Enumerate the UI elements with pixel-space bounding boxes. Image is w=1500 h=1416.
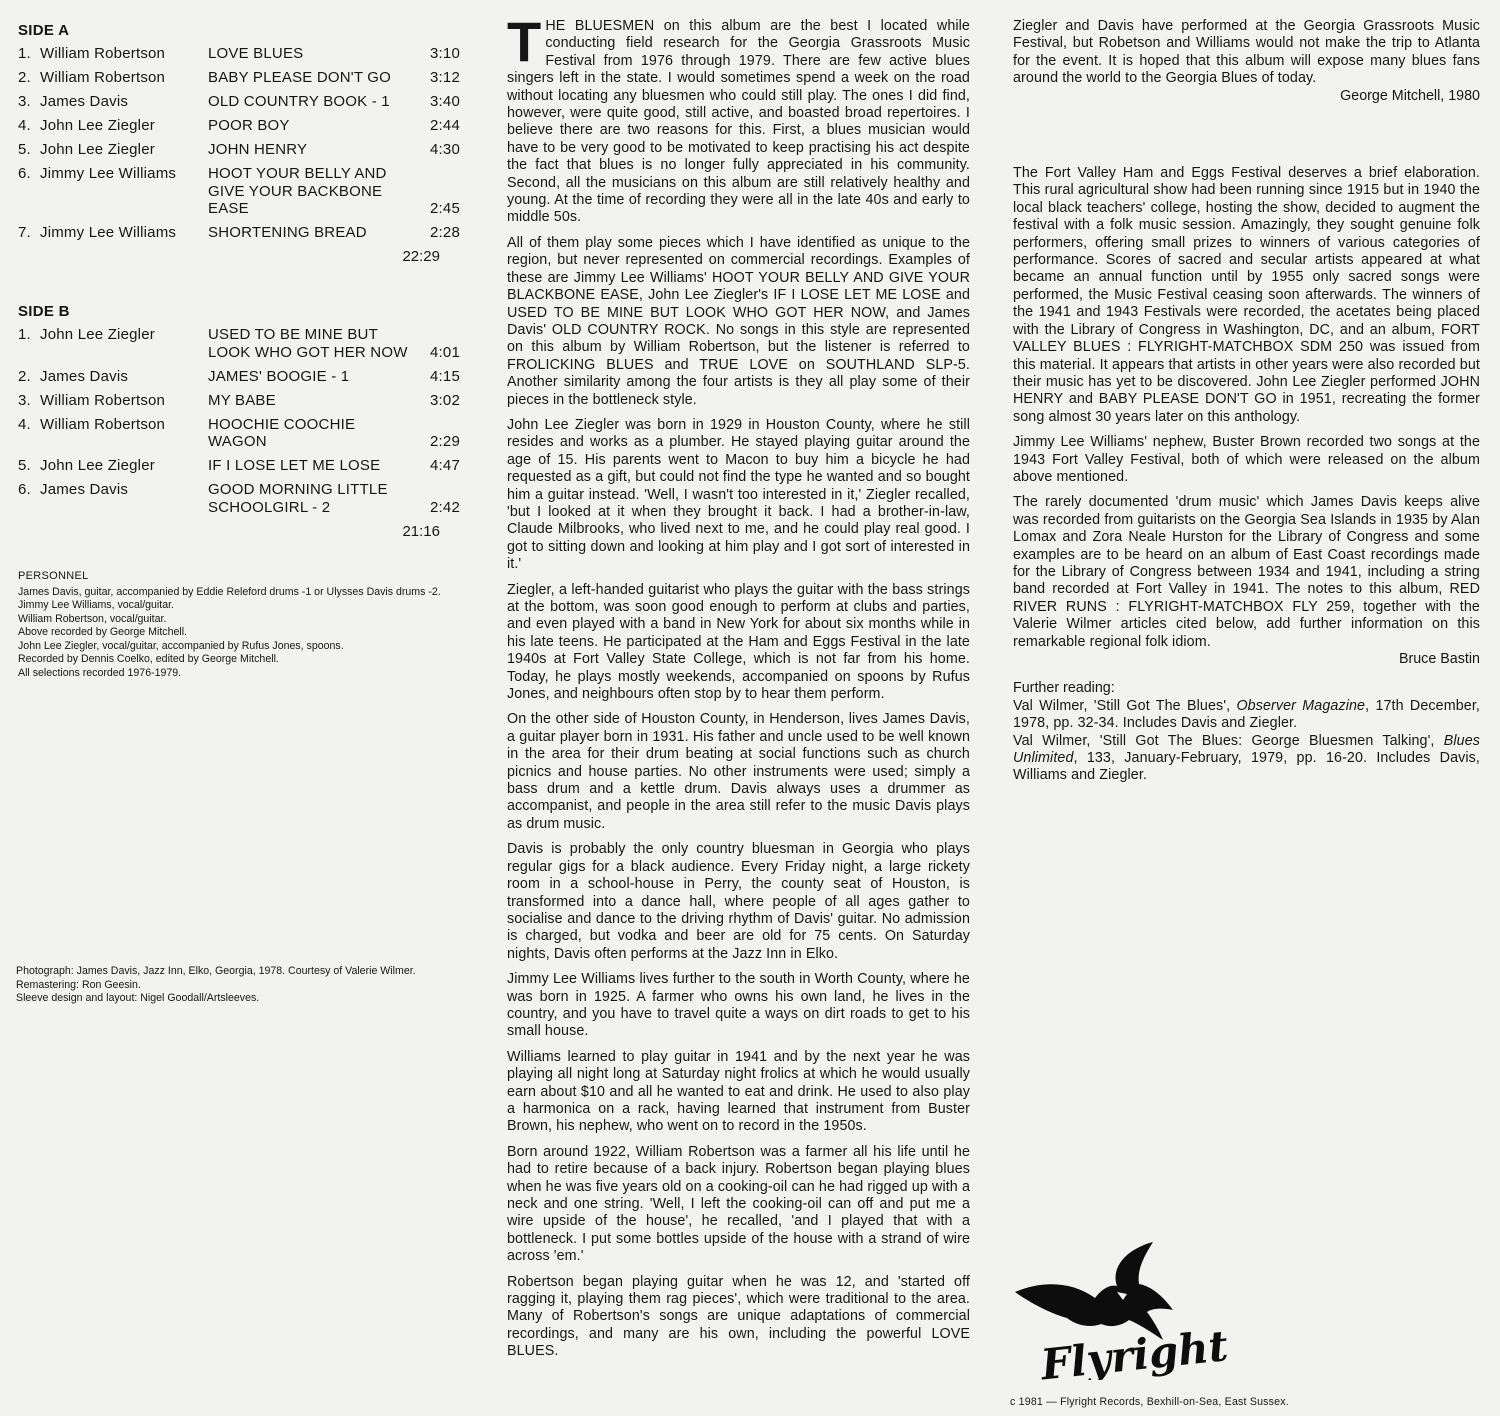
track-row	[18, 141, 480, 159]
reference-item	[1013, 698, 1480, 733]
personnel-line: John Lee Ziegler, vocal/guitar, accompanied by Rufus Jones, spoons.	[18, 639, 344, 652]
track-number: 4.	[18, 117, 31, 134]
track-time: 2:42	[430, 498, 460, 516]
track-row	[18, 165, 480, 218]
track-title: LOVE BLUES	[208, 45, 304, 62]
liner-paragraph: Born around 1922, William Robertson was a farmer all his life until he had to retire because of a back injury. Robertson began playing blues when he was five years old on a cooking-oil can he had rigged up with a neck and one string. 'Well, I left the cooking-oil can off and put me a wire upside of the house', he recalled, 'and I played that with a bottleneck. I put some bottles upside of the house with a strand of wire across 'em.'	[507, 1143, 970, 1265]
liner-paragraph	[507, 10, 970, 227]
track-title: GOOD MORNING LITTLE SCHOOLGIRL - 2	[208, 481, 388, 516]
track-title: JAMES' BOOGIE - 1	[208, 367, 350, 385]
track-artist: James Davis	[40, 481, 129, 498]
track-title: JOHN HENRY	[208, 141, 308, 158]
track-artist: William Robertson	[40, 45, 166, 62]
track-time: 2:45	[430, 200, 460, 217]
track-row	[18, 368, 480, 386]
track-number: 6.	[18, 165, 31, 182]
track-time: 2:29	[430, 433, 460, 450]
liner-paragraph: Ziegler, a left-handed guitarist who plays the guitar with the bass strings at the bottom, was soon good enough to perform at clubs and parties, and even played with a band in New York for about six months while in his late teens. He participated at the Ham and Eggs Festival in the late 1940s at Fort Valley State College, which is not far from his home. Today, he plays mostly weekends, accompanied on spoons by Rufus Jones, and neighbours often stop by to hear them perform.	[507, 581, 970, 703]
personnel-line: Recorded by Dennis Coelko, edited by George Mitchell.	[18, 653, 279, 666]
reference-publication: Blues Unlimited	[1013, 732, 1480, 767]
personnel-line: All selections recorded 1976-1979.	[18, 667, 182, 680]
liner-notes-column	[507, 10, 970, 1369]
track-title: SHORTENING BREAD	[208, 224, 367, 241]
track-time: 3:12	[430, 69, 460, 86]
further-reading-heading: Further reading:	[1013, 680, 1115, 697]
liner-paragraph: Robertson began playing guitar when he was 12, and 'started off ragging it, playing them rag pieces', which were traditional to the area. Many of Robertson's songs are unique adaptations of commercial recordings, and many are his own, including the powerful LOVE BLUES.	[507, 1273, 970, 1360]
track-artist: John Lee Ziegler	[40, 326, 155, 343]
right-paragraph: The rarely documented 'drum music' which James Davis keeps alive was recorded from guitarists on the Georgia Sea Islands in 1935 by Alan Lomax and Zora Neale Hurston for the Library of Congress and some examples are to be heard on an album of East Coast recordings made for the Library of Congress between 1934 and 1941, including a string band recorded at Fort Valley in 1941. The notes to this album, RED RIVER RUNS : FLYRIGHT-MATCHBOX FLY 259, together with the Valerie Wilmer articles cited below, add further information on this remarkable regional folk idiom.	[1013, 494, 1480, 650]
track-row	[18, 392, 480, 410]
track-row	[18, 93, 480, 111]
track-number: 1.	[18, 326, 31, 343]
liner-paragraph: On the other side of Houston County, in Henderson, lives James Davis, a guitar player born in 1931. His father and uncle used to be well known in the area for their drum beating at social functions such as church picnics and house parties. No other instruments were used; simply a bass drum and a kettle drum. Davis always uses a drummer as accompanist, and people in the area still refer to the music Davis plays as drum music.	[507, 711, 970, 832]
track-artist: John Lee Ziegler	[40, 457, 155, 474]
liner-text: HE BLUESMEN on this album are the best I located while conducting field research for the Georgia Grassroots Music Festival from 1976 through 1979. There are few active blues singers left in the state. I would sometimes spend a week on the road without locating any bluesmen who could still play. The ones I did find, however, were quite good, still active, and boasted broad repertoires. I believe there are two reasons for this. First, a blues musician would have to be very good to be motivated to keep practising his act despite the fact that blues is no longer fully appreciated in his community. Second, all the musicians on this album are still relatively healthy and young. At the time of recording they were all in the late 40s and early to middle 50s.	[507, 18, 970, 226]
track-artist: John Lee Ziegler	[40, 117, 155, 134]
side-b-heading: SIDE B	[18, 303, 70, 320]
personnel-line: William Robertson, vocal/guitar.	[18, 612, 167, 625]
track-time: 2:44	[430, 117, 460, 134]
bird-icon	[1013, 1240, 1233, 1380]
track-artist: Jimmy Lee Williams	[40, 224, 177, 241]
track-number: 3.	[18, 93, 31, 110]
track-time: 3:02	[430, 391, 460, 409]
track-number: 2.	[18, 367, 31, 385]
personnel-heading: PERSONNEL	[18, 569, 89, 582]
credit-line: Remastering: Ron Geesin.	[16, 978, 141, 991]
track-number: 7.	[18, 224, 31, 241]
signature-mitchell: George Mitchell, 1980	[1340, 87, 1480, 104]
track-artist: William Robertson	[40, 69, 166, 86]
track-time: 2:28	[430, 224, 460, 241]
right-paragraph: Jimmy Lee Williams' nephew, Buster Brown recorded two songs at the 1943 Fort Valley Festival, both of which were released on the album above mentioned.	[1013, 434, 1480, 485]
track-time: 3:40	[430, 93, 460, 110]
track-title: HOOT YOUR BELLY AND GIVE YOUR BACKBONE EASE	[208, 165, 387, 217]
personnel-line: Above recorded by George Mitchell.	[18, 626, 187, 639]
track-title: BABY PLEASE DON'T GO	[208, 69, 392, 86]
track-time: 4:01	[430, 343, 460, 361]
track-number: 5.	[18, 457, 31, 474]
track-number: 3.	[18, 391, 31, 409]
liner-paragraph: All of them play some pieces which I have identified as unique to the region, but never represented on commercial recordings. Examples of these are Jimmy Lee Williams' HOOT YOUR BELLY AND GIVE YOUR BLACKBONE EASE, John Lee Ziegler's IF I LOSE LET ME LOSE and USED TO BE MINE BUT LOOK WHO GOT HER NOW, and James Davis' OLD COUNTRY ROCK. No songs in this style are represented on this album by William Robertson, but the listener is referred to FROLICKING BLUES and TRUE LOVE on SOUTHLAND SLP-5. Another similarity among the four artists is they all play some of their pieces in the bottleneck style.	[507, 234, 970, 408]
liner-paragraph: Williams learned to play guitar in 1941 and by the next year he was playing all night long at Saturday night frolics at which he would usually earn about $10 and all he wanted to eat and drink. He used to also play a harmonica on a rack, having learned that instrument from Buster Brown, his nephew, who went on to record in the 1950s.	[507, 1048, 970, 1135]
track-number: 4.	[18, 415, 31, 433]
tracklist-column	[18, 18, 480, 681]
flyright-logo	[1013, 1240, 1233, 1380]
track-artist: William Robertson	[40, 391, 166, 409]
track-row	[18, 45, 480, 63]
track-title: USED TO BE MINE BUT LOOK WHO GOT HER NOW	[208, 326, 408, 361]
reference-item	[1013, 733, 1480, 785]
track-time: 4:15	[430, 367, 460, 385]
reference-text: Val Wilmer, 'Still Got The Blues',	[1013, 697, 1237, 714]
track-row	[18, 69, 480, 87]
personnel-line: James Davis, guitar, accompanied by Eddie Releford drums -1 or Ulysses Davis drums -2.	[18, 585, 441, 598]
liner-paragraph: John Lee Ziegler was born in 1929 in Houston County, where he still resides and works as a plumber. He stayed playing guitar around the age of 15. His parents went to Macon to buy him a bicycle he had requested as a gift, but could not find the type he wanted and so bought him a guitar instead. 'Well, I wasn't too interested in it,' Ziegler recalled, 'but I looked at it when they brought it back. I had a brother-in-law, Claude Milbrooks, who lived next to me, and he could play real good. I got to sitting down and looking at him play and I got sort of interested in it.'	[507, 416, 970, 573]
credit-line: Photograph: James Davis, Jazz Inn, Elko, Georgia, 1978. Courtesy of Valerie Wilmer.	[16, 965, 416, 977]
track-title: OLD COUNTRY BOOK - 1	[208, 93, 390, 110]
track-row	[18, 326, 480, 361]
production-credits	[16, 965, 486, 1006]
track-number: 2.	[18, 69, 31, 86]
track-number: 6.	[18, 481, 31, 498]
track-title: HOOCHIE COOCHIE WAGON	[208, 415, 356, 450]
liner-paragraph: Jimmy Lee Williams lives further to the south in Worth County, where he was born in 1925. A farmer who owns his own land, he lives in the country, and you have to travel quite a ways on dirt roads to get to his small house.	[507, 971, 970, 1040]
track-row	[18, 224, 480, 242]
liner-paragraph: Davis is probably the only country bluesman in Georgia who plays regular gigs for a black audience. Every Friday night, a large rickety room in a school-house in Perry, the county seat of Houston, is transformed into a dance hall, where people of all ages gather to socialise and dance to the driving rhythm of Davis' guitar. No admission is charged, but vodka and beer are old for 75 cents. On Saturday nights, Davis often performs at the Jazz Inn in Elko.	[507, 841, 970, 962]
right-paragraph: Ziegler and Davis have performed at the Georgia Grassroots Music Festival, but Robetson and Williams would not make the trip to Atlanta for the event. It is hoped that this album will expose many blues fans around the world to the Georgia Blues of today.	[1013, 18, 1480, 87]
track-title: POOR BOY	[208, 117, 290, 134]
track-artist: James Davis	[40, 93, 129, 110]
notes-right-column	[1013, 18, 1480, 785]
track-number: 5.	[18, 141, 31, 158]
track-row	[18, 457, 480, 475]
side-b-total-time: 21:16	[402, 522, 440, 540]
track-title: MY BABE	[208, 391, 276, 409]
reference-text: , 133, January-February, 1979, pp. 16-20. Includes Davis, Williams and Ziegler.	[1013, 750, 1480, 784]
personnel-line: Jimmy Lee Williams, vocal/guitar.	[18, 599, 175, 612]
logo-wordmark: Flyright	[1038, 1321, 1231, 1380]
drop-cap: T	[507, 10, 542, 73]
track-artist: Jimmy Lee Williams	[40, 165, 177, 182]
side-a-total-time: 22:29	[402, 248, 440, 265]
track-artist: William Robertson	[40, 415, 166, 433]
track-row	[18, 117, 480, 135]
signature-bastin: Bruce Bastin	[1398, 651, 1480, 667]
track-time: 4:30	[430, 141, 460, 158]
track-time: 3:10	[430, 45, 460, 62]
track-time: 4:47	[430, 457, 460, 474]
track-row	[18, 416, 480, 451]
track-number: 1.	[18, 45, 31, 62]
track-title: IF I LOSE LET ME LOSE	[208, 457, 381, 474]
track-artist: John Lee Ziegler	[40, 141, 155, 158]
reference-text: Val Wilmer, 'Still Got The Blues: George Bluesmen Talking',	[1013, 732, 1444, 749]
reference-publication: Observer Magazine	[1236, 697, 1366, 714]
reference-text: , 17th December, 1978, pp. 32-34. Includes Davis and Ziegler.	[1013, 697, 1480, 732]
track-row	[18, 481, 480, 516]
copyright-notice: c 1981 — Flyright Records, Bexhill-on-Sea, East Sussex.	[1010, 1396, 1289, 1408]
side-a-heading: SIDE A	[18, 22, 70, 39]
credit-line: Sleeve design and layout: Nigel Goodall/Artsleeves.	[16, 992, 260, 1005]
right-paragraph: The Fort Valley Ham and Eggs Festival deserves a brief elaboration. This rural agricultural show had been running since 1915 but in 1940 the local black teachers' college, hosting the show, decided to augment the festival with a folk music session. Amazingly, they sought genuine folk performers, offering small prizes to winners of various categories of performance. Scores of sacred and secular artists appeared at what became an annual function until by 1955 only sacred songs were performed, the Music Festival ceasing soon afterwards. The winners of the 1941 and 1943 Festivals were recorded, the acetates being placed with the Library of Congress in Washington, DC, and an album, FORT VALLEY BLUES : FLYRIGHT-MATCHBOX SDM 250 was issued from this material. It appears that artists in other years were also recorded but their music has yet to be discovered. John Lee Ziegler performed JOHN HENRY and BABY PLEASE DON'T GO in 1951, recreating the former song almost 30 years later on this anthology.	[1013, 165, 1480, 425]
track-artist: James Davis	[40, 367, 129, 385]
